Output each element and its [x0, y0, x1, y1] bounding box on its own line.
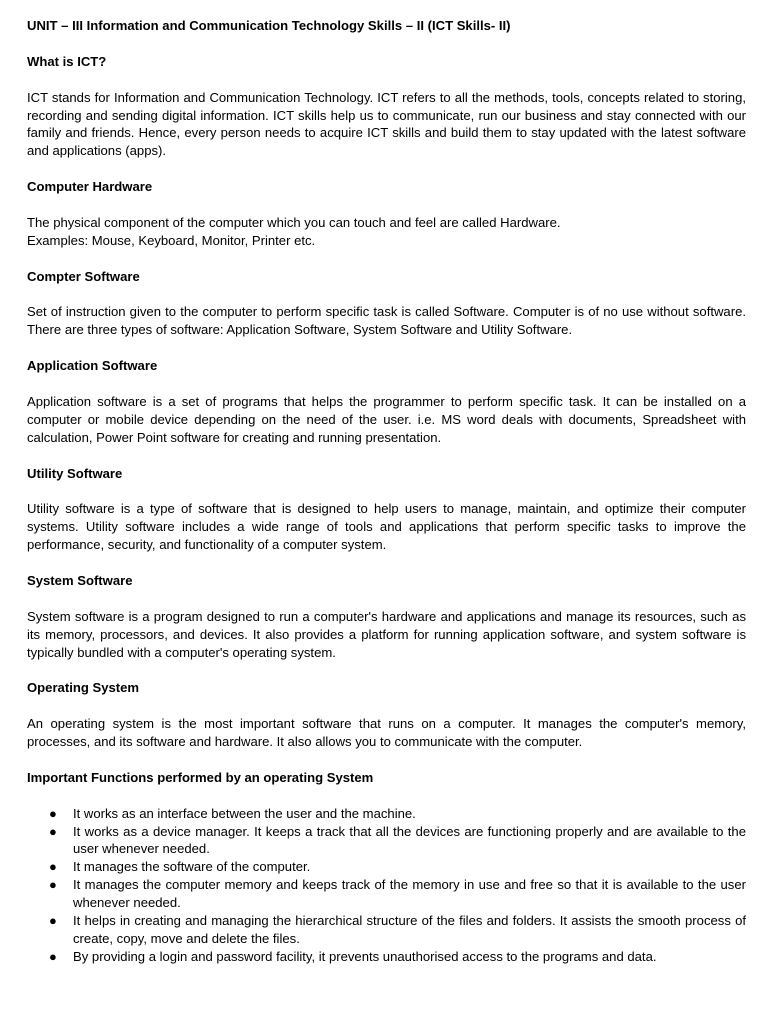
section-heading: Utility Software: [27, 465, 123, 481]
section-utility-software: [27, 465, 746, 555]
paragraph-line: Application software is a set of programs that helps the programmer to perform specific task. It can be installed on a computer or mobile device depending on the need of the user. i.e. MS word deals with documents, Spreadsheet with calculation, Power Point software for creating and running presentation.: [27, 393, 746, 445]
section-os-functions: [27, 769, 746, 966]
section-paragraph: [27, 715, 746, 751]
paragraph-line: Set of instruction given to the computer to perform specific task is called Software. Computer is of no use without software. There are three types of software: Application Software, System Software and Utility Software.: [27, 304, 746, 338]
paragraph-line: An operating system is the most important software that runs on a computer. It manages the computer's memory, processes, and its software and hardware. It also allows you to communicate with the computer.: [27, 716, 746, 750]
section-what-is-ict: [27, 53, 746, 160]
list-item-text: It works as a device manager. It keeps a track that all the devices are functioning properly and are available to the user whenever needed.: [73, 823, 746, 857]
list-item: [27, 805, 746, 823]
paragraph-line: ICT stands for Information and Communication Technology. ICT refers to all the methods, tools, concepts related to storing, recording and sending digital information. ICT skills help us to communicate, run our business and stay connected with our family and friends. Hence, every person needs to acquire ICT skills and build them to stay updated with the latest software and applications (apps).: [27, 89, 746, 159]
bullet-icon: ●: [49, 805, 57, 821]
functions-list: [27, 805, 746, 966]
bullet-icon: ●: [49, 948, 57, 964]
list-item-text: It manages the computer memory and keeps track of the memory in use and free so that it is available to the user whenever needed.: [73, 877, 746, 911]
bullet-icon: ●: [49, 823, 57, 839]
section-computer-software: [27, 268, 746, 340]
list-item-text: It manages the software of the computer.: [73, 859, 311, 875]
section-computer-hardware: [27, 178, 746, 250]
paragraph-line: Examples: Mouse, Keyboard, Monitor, Printer etc.: [27, 232, 316, 248]
section-paragraph: [27, 89, 746, 161]
section-system-software: [27, 572, 746, 662]
section-paragraph: [27, 500, 746, 554]
list-item-text: It works as an interface between the user and the machine.: [73, 805, 416, 821]
document-title: UNIT – III Information and Communication Technology Skills – II (ICT Skills- II): [27, 18, 511, 33]
list-item: [27, 823, 746, 859]
section-paragraph: [27, 393, 746, 447]
section-heading: Computer Hardware: [27, 179, 153, 195]
paragraph-line: The physical component of the computer which you can touch and feel are called Hardware.: [27, 214, 561, 230]
list-item-text: By providing a login and password facility, it prevents unauthorised access to the programs and data.: [73, 948, 657, 964]
section-heading: Important Functions performed by an operating System: [27, 769, 374, 785]
section-heading: Compter Software: [27, 268, 140, 284]
paragraph-line: Utility software is a type of software that is designed to help users to manage, maintain, and optimize their computer systems. Utility software includes a wide range of tools and applications that perform specific tasks to improve the performance, security, and functionality of a computer system.: [27, 501, 746, 553]
section-paragraph: [27, 303, 746, 339]
section-paragraph: [27, 214, 746, 250]
list-item-text: It helps in creating and managing the hierarchical structure of the files and folders. It assists the smooth process of create, copy, move and delete the files.: [73, 913, 746, 946]
section-heading: Application Software: [27, 358, 158, 374]
section-paragraph: [27, 608, 746, 662]
section-application-software: [27, 357, 746, 447]
section-heading: What is ICT?: [27, 53, 107, 69]
section-operating-system: [27, 679, 746, 751]
section-heading: Operating System: [27, 680, 140, 696]
list-item: [27, 876, 746, 912]
list-item: [27, 912, 746, 948]
bullet-icon: ●: [49, 913, 57, 929]
bullet-icon: ●: [49, 877, 57, 893]
paragraph-line: System software is a program designed to run a computer's hardware and applications and manage its resources, such as its memory, processors, and devices. It also provides a platform for running application software, and system software is typically bundled with a computer's operating system.: [27, 608, 746, 660]
section-heading: System Software: [27, 572, 133, 588]
bullet-icon: ●: [49, 859, 57, 875]
list-item: [27, 948, 746, 966]
list-item: [27, 858, 746, 876]
